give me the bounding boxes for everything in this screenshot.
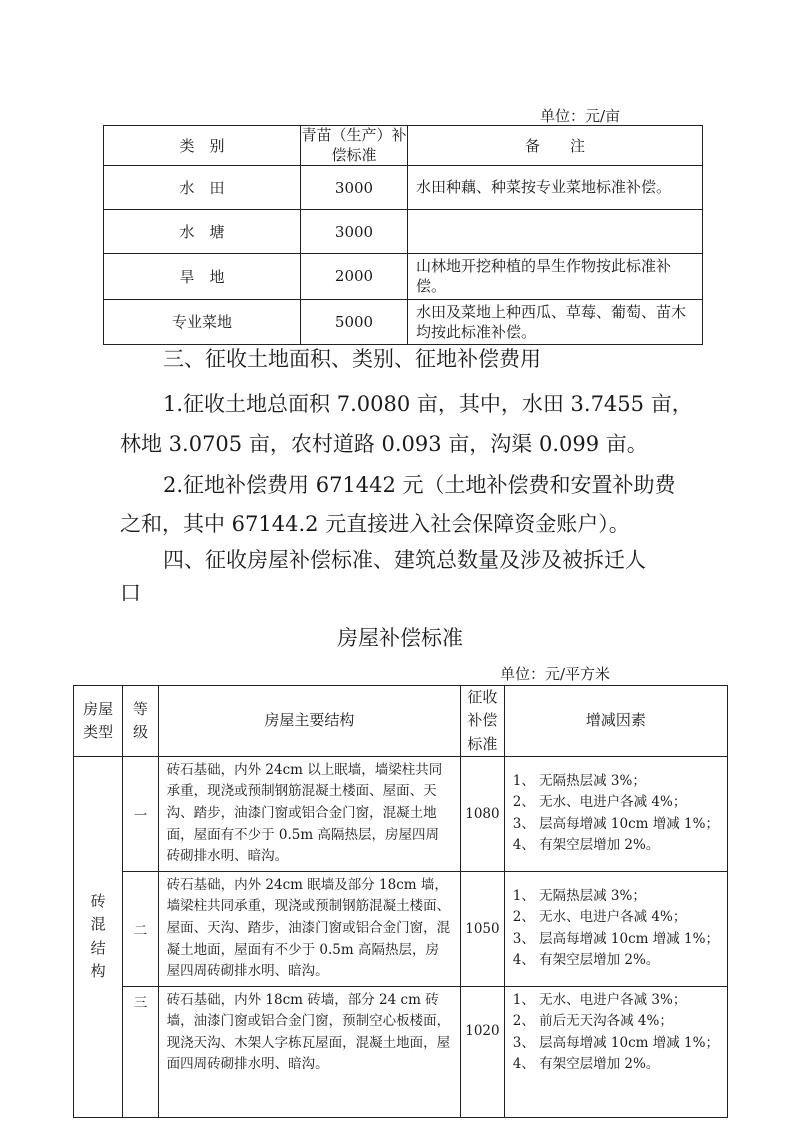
section-4-heading-line-2: 口 [120, 581, 141, 605]
cell-factors [504, 756, 727, 871]
table-row [104, 210, 703, 254]
factor-item: 1、 无隔热层减 3%； [512, 887, 646, 904]
header-type-text: 房屋类型 [83, 699, 114, 741]
table-row [104, 166, 703, 210]
factor-item: 1、 无水、电进户各减 3%； [512, 991, 687, 1008]
table-row [74, 756, 728, 871]
header-standard [461, 686, 505, 757]
paragraph-2-line-2: 之和，其中 67144.2 元直接进入社会保障资金账户）。 [120, 512, 630, 536]
house-table-title: 房屋补偿标准 [337, 626, 463, 650]
factor-item: 4、 有架空层增加 2%。 [512, 1056, 660, 1073]
header-grade [123, 686, 158, 757]
section-3-heading: 三、征收土地面积、类别、征地补偿费用 [163, 347, 541, 371]
factor-item: 3、 层高每增减 10cm 增减 1%； [512, 1034, 719, 1051]
paragraph-1-line-2: 林地 3.0705 亩，农村道路 0.093 亩，沟渠 0.099 亩。 [120, 432, 648, 456]
table-row [104, 254, 703, 300]
cell-standard: 5000 [301, 299, 408, 345]
section-4-heading-line-1: 四、征收房屋补偿标准、建筑总数量及涉及被拆迁人 [163, 548, 646, 572]
header-type [74, 686, 123, 757]
table-row [104, 299, 703, 345]
cell-category: 水 田 [104, 166, 301, 210]
cell-standard: 1020 [461, 986, 505, 1117]
table-row [74, 986, 728, 1117]
cell-note: 水田种藕、种菜按专业菜地标准补偿。 [408, 166, 703, 210]
factor-item: 1、 无隔热层减 3%； [512, 772, 646, 789]
cell-standard: 2000 [301, 254, 408, 300]
cell-structure: 砖石基础，内外 18cm 砖墙，部分 24 cm 砖墙，油漆门窗或铝合金门窗，预制空心板楼面，现浇天沟、木架人字栋瓦屋面，混凝土地面，屋面四周砖砌排水明、暗沟。 [158, 986, 460, 1117]
paragraph-1-line-1: 1.征收土地总面积 7.0080 亩，其中，水田 3.7455 亩， [163, 392, 693, 416]
unit-label-house: 单位：元/平方米 [500, 665, 611, 683]
header-standard: 青苗（生产）补偿标准 [301, 126, 407, 164]
paragraph-2-line-1: 2.征地补偿费用 671442 元（土地补偿费和安置补助费 [163, 473, 676, 497]
house-compensation-table [73, 685, 728, 1118]
factor-item: 4、 有架空层增加 2%。 [512, 837, 660, 854]
cell-factors [504, 871, 727, 986]
cell-category: 专业菜地 [104, 299, 301, 345]
house-type-text: 砖混结构 [90, 892, 106, 980]
factor-item: 4、 有架空层增加 2%。 [512, 952, 660, 969]
cell-factors [504, 986, 727, 1117]
cell-note: 山林地开挖种植的旱生作物按此标准补偿。 [408, 254, 703, 300]
table-row [74, 871, 728, 986]
header-grade-text: 等级 [132, 699, 148, 741]
factor-item: 2、 无水、电进户各减 4%； [512, 909, 687, 926]
cell-category: 水 塘 [104, 210, 301, 254]
factor-item: 2、 前后无天沟各减 4%； [512, 1013, 673, 1030]
seedling-compensation-table [103, 125, 703, 345]
header-note: 备 注 [408, 126, 703, 166]
factor-item: 2、 无水、电进户各减 4%； [512, 794, 687, 811]
factor-item: 3、 层高每增减 10cm 增减 1%； [512, 815, 719, 832]
table-header-row [74, 686, 728, 757]
factor-item: 3、 层高每增减 10cm 增减 1%； [512, 930, 719, 947]
cell-grade: 三 [123, 986, 158, 1117]
cell-standard: 3000 [301, 166, 408, 210]
cell-structure: 砖石基础，内外 24cm 以上眠墙，墙梁柱共同承重，现浇或预制钢筋混凝土楼面、屋面、天沟、踏步，油漆门窗或铝合金门窗，混凝土地面，屋面有不少于 0.5m 高隔热层，房屋四周砖砌排水明、暗沟。 [158, 756, 460, 871]
cell-standard: 1050 [461, 871, 505, 986]
cell-standard: 1080 [461, 756, 505, 871]
cell-note [408, 210, 703, 254]
cell-standard: 3000 [301, 210, 408, 254]
table-header-row [104, 126, 703, 166]
cell-house-type [74, 756, 123, 1117]
header-factors: 增减因素 [504, 686, 727, 757]
header-structure: 房屋主要结构 [158, 686, 460, 757]
header-standard-text: 征收补偿标准 [467, 688, 498, 753]
cell-category: 旱 地 [104, 254, 301, 300]
cell-grade: 一 [123, 756, 158, 871]
header-category: 类 别 [104, 126, 301, 166]
unit-label-top: 单位：元/亩 [540, 107, 621, 125]
cell-note: 水田及菜地上种西瓜、草莓、葡萄、苗木均按此标准补偿。 [408, 299, 703, 345]
cell-grade: 二 [123, 871, 158, 986]
cell-structure: 砖石基础，内外 24cm 眠墙及部分 18cm 墙，墙梁柱共同承重，现浇或预制钢筋混凝土楼面、屋面、天沟、踏步，油漆门窗或铝合金门窗，混凝土地面，屋面有不少于 0.5m 高隔热层，房屋四周砖砌排水明、暗沟。 [158, 871, 460, 986]
